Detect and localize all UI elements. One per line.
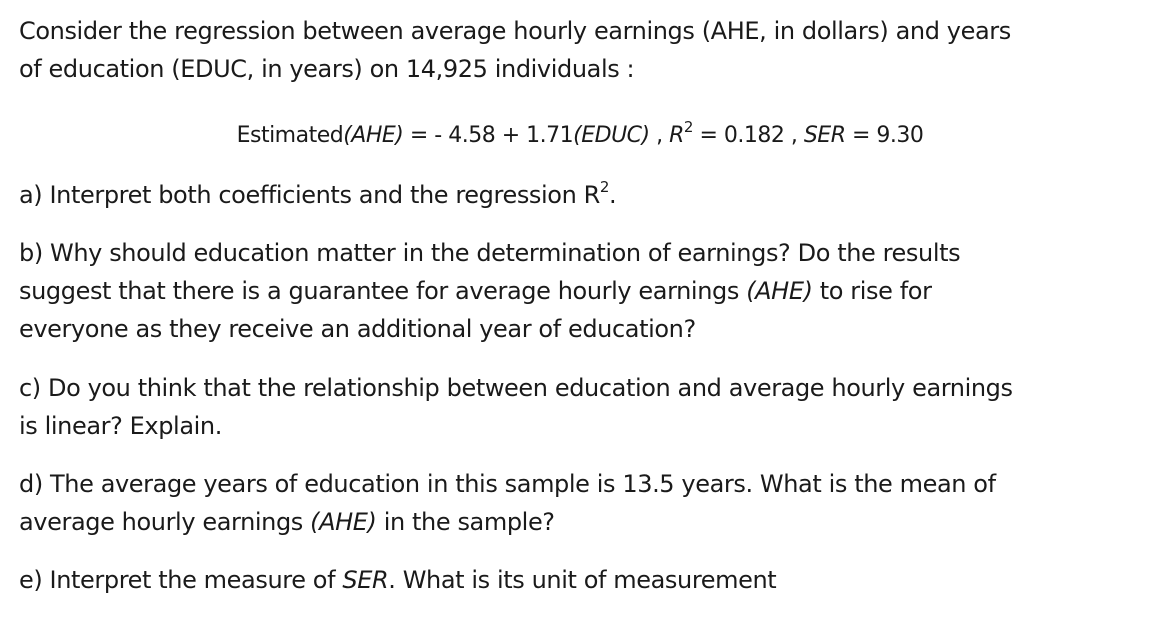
question-a [19, 176, 1144, 214]
question-a-exponent: 2 [599, 178, 610, 196]
question-e-var: SER [342, 566, 389, 594]
equation-lhs-var: (AHE) [343, 123, 404, 148]
question-b-line-2 [19, 272, 1144, 310]
question-b-line-2-pre: suggest that there is a guarantee for average hourly earnings [19, 277, 747, 305]
equation-intercept-slope: = - 4.58 + 1.71 [403, 123, 574, 148]
equation-lhs-label: Estimated [236, 123, 344, 148]
equation-r-exponent: 2 [683, 117, 693, 136]
question-b-line-3: everyone as they receive an additional year of education? [19, 315, 696, 343]
question-d-line-2-pre: average hourly earnings [19, 508, 311, 536]
question-d-line-2-post: in the sample? [376, 508, 555, 536]
question-e [19, 561, 1144, 599]
question-b-line-2-post: to rise for [812, 277, 932, 305]
question-c [19, 369, 1144, 445]
question-c-line-1: c) Do you think that the relationship between education and average hourly earnings [19, 374, 1013, 402]
intro-line-2: of education (EDUC, in years) on 14,925 individuals : [19, 55, 635, 83]
question-b [19, 234, 1144, 348]
intro-paragraph [19, 12, 1144, 88]
regression-equation [0, 116, 1160, 156]
equation-rhs-var: (EDUC) [573, 123, 650, 148]
question-d-var: (AHE) [310, 508, 377, 536]
equation-r2-value: = 0.182 , [692, 123, 804, 148]
question-d-line-1: d) The average years of education in this sample is 13.5 years. What is the mean of [19, 470, 996, 498]
question-e-pre: e) Interpret the measure of [19, 566, 343, 594]
equation-separator: , [649, 123, 670, 148]
equation-ser-value: = 9.30 [845, 123, 924, 148]
question-a-end: . [609, 181, 617, 209]
question-d-line-2 [19, 503, 1144, 541]
equation-ser-label: SER [803, 123, 846, 148]
question-d [19, 465, 1144, 541]
question-c-line-2: is linear? Explain. [19, 412, 222, 440]
question-e-post: . What is its unit of measurement [388, 566, 777, 594]
question-a-text: a) Interpret both coefficients and the regression R [19, 181, 600, 209]
intro-line-1: Consider the regression between average hourly earnings (AHE, in dollars) and years [19, 17, 1011, 45]
question-b-line-1: b) Why should education matter in the determination of earnings? Do the results [19, 239, 961, 267]
equation-r-symbol: R [669, 123, 684, 148]
question-b-var: (AHE) [746, 277, 813, 305]
